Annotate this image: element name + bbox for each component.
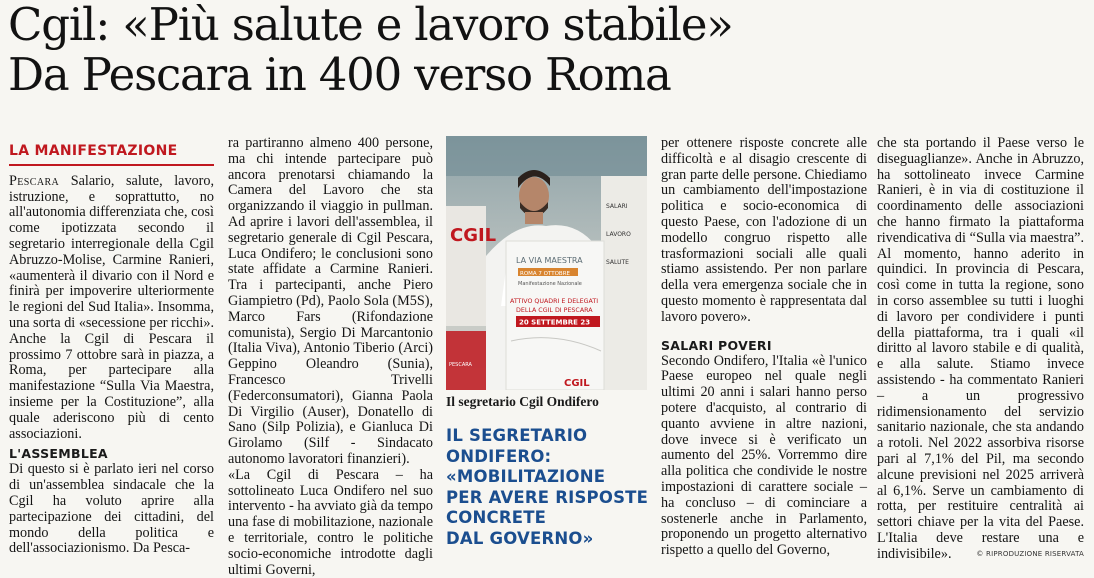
- banner-date: 20 SETTEMBRE 23: [519, 318, 591, 327]
- pull-quote-line-3: «MOBILITAZIONE: [446, 467, 606, 486]
- photo-illustration: [446, 136, 647, 390]
- paragraph-demands: per ottenere risposte concrete alle difficoltà e al disagio crescente di gran parte delle persone. Chiediamo un cambiamento dell'impostazione politica e socio-economica di questo Paese, con l'adozione di un modello congruo rispetto alle trasformazioni sociali alle quali stiamo assistendo. Per non parlare della vera emergenza sociale che in questo momento è rappresentata dal lavoro povero».: [661, 135, 867, 325]
- paragraph-participants: ra partiranno almeno 400 persone, ma chi intende partecipare può ancora prenotarsi chiamando la Camera del Lavoro che sta organizzando il viaggio in pullman. Ad aprire i lavori dell'assemblea, il segretario generale di Cgil Pescara, Luca Ondifero; le conclusioni sono state affidate a Carmine Ranieri. Tra i partecipanti, anche Piero Giampietro (Pd), Paolo Sola (M5S), Marco Fars (Rifondazione comunista), Sergio Di Marcantonio (Italia Viva), Antonio Tiberio (Arci) Geppino Oleandro (Sunia), Francesco Trivelli (Federconsumatori), Gianna Paola Di Virgilio (Auser), Donatello di Sano (Silp Polizia), e Gianluca Di Girolamo (Silf - Sindacato autonomo lavoratori finanzieri).: [228, 135, 433, 467]
- banner-line-2: DELLA CGIL DI PESCARA: [516, 307, 593, 314]
- article-column-2: [228, 136, 433, 578]
- pull-quote-line-2: ONDIFERO:: [446, 446, 552, 466]
- subhead-assemblea: L'ASSEMBLEA: [9, 446, 108, 462]
- banner-line-1: ATTIVO QUADRI E DELEGATI: [510, 298, 599, 305]
- dateline: Pescara: [9, 172, 60, 189]
- photo-caption: Il segretario Cgil Ondifero: [446, 394, 599, 409]
- article-column-4: [661, 136, 867, 559]
- copyright-notice: © RIPRODUZIONE RISERVATA: [976, 550, 1084, 558]
- paragraph-ranieri: che sta portando il Paese verso le diseguaglianze». Anche in Abruzzo, ha sottolineato invece Carmine Ranieri, è in via di costituzione il coordinamento delle associazioni che hanno firmato la piattaforma rivendicativa di “Sulla via maestra”. Al momento, hanno aderito in quindici. In provincia di Pescara, così come in tutta la regione, sono in corso assemblee su tutti i luoghi di lavoro per condividere i punti della piattaforma, tra i quali «il diritto al lavoro stabile e di qualità, e alla salute. Stiamo invece assistendo - ha commentato Ranieri – a un progressivo ridimensionamento del servizio sanitario nazionale, che sta andando a rotoli. Nel 2022 assorbiva risorse pari al 7,1% del Pil, ma secondo alcune previsioni nel 2025 arriverà al 6,1%. Serve un cambiamento di rotta, per restituire centralità ai settori chiave per la vita del Paese. L'Italia deve restare una e indivisibile».: [877, 135, 1084, 562]
- pull-quote-line-5: CONCRETE: [446, 508, 547, 527]
- section-kicker: LA MANIFESTAZIONE: [9, 136, 214, 166]
- wall-sign-1: SALARI: [606, 203, 628, 210]
- paragraph-quote-ondifero: «La Cgil di Pescara – ha sottolineato Luca Ondifero nel suo intervento - ha avviato già da tempo una fase di mobilitazione, nazionale e territoriale, contro le politiche socio-economiche introdotte dagli ultimi Governi,: [228, 466, 433, 578]
- wall-sign-2: LAVORO: [606, 231, 631, 238]
- banner-note: Manifestazione Nazionale: [518, 281, 582, 287]
- paragraph-intro-text: Salario, salute, lavoro, istruzione, e soprattutto, no all'autonomia differenziata che, così come ipotizzata secondo il segretario interregionale della Cgil Abruzzo-Molise, Carmine Ranieri, «aumenterà il divario con il Nord e finirà per impoverire ulteriormente le regioni del Sud Italia». Insomma, una sorta di «secessione per ricchi». Anche la Cgil di Pescara il prossimo 7 ottobre sarà in piazza, a Roma, per partecipare alla manifestazione “Sulla Via Maestra, insieme per la Costituzione”, alla quale aderiscono più di cento associazioni.: [9, 172, 214, 442]
- pull-quote-line-6: DAL GOVERNO»: [446, 528, 594, 548]
- subhead-salari-poveri: SALARI POVERI: [661, 337, 772, 353]
- headline: [8, 0, 1088, 100]
- cgil-logo-podium: CGIL: [564, 378, 590, 389]
- cgil-logo-wall: CGIL: [450, 225, 497, 246]
- photo-ondifero: [446, 136, 647, 390]
- wall-sign-3: SALUTE: [606, 259, 629, 266]
- cgil-logo-sub: PESCARA: [449, 362, 472, 368]
- paragraph-intro: [9, 174, 214, 443]
- pull-quote: [446, 426, 651, 549]
- pull-quote-line-1: IL SEGRETARIO: [446, 426, 588, 445]
- paragraph-salari: Secondo Ondifero, l'Italia «è l'unico Paese europeo nel quale negli ultimi 20 anni i salari hanno perso potere d'acquisto, al contrario di quanto avviene in altre nazioni, dove invece si è verificato un aumento del 25%. Vorremmo dire alla politica che condivide le nostre impostazioni di carattere sociale – ha concluso – di cominciare a sostenerle anche in Parlamento, proponendo un progetto alternativo rispetto a quello del Governo,: [661, 352, 867, 559]
- headline-line-2: Da Pescara in 400 verso Roma: [8, 48, 671, 101]
- article-column-1: [9, 136, 214, 557]
- article-column-5: [877, 136, 1084, 563]
- paragraph-assemblea: Di questo si è parlato ieri nel corso di un'assemblea sindacale che la Cgil ha voluto aprire alla partecipazione dei cittadini, del mondo della politica e dell'associazionismo. Da Pesca-: [9, 461, 214, 557]
- banner-title: LA VIA MAESTRA: [516, 256, 583, 265]
- headline-line-1: Cgil: «Più salute e lavoro stabile»: [8, 0, 733, 51]
- pull-quote-line-4: PER AVERE RISPOSTE: [446, 487, 649, 507]
- banner-date-rome: ROMA 7 OTTOBRE: [520, 271, 571, 277]
